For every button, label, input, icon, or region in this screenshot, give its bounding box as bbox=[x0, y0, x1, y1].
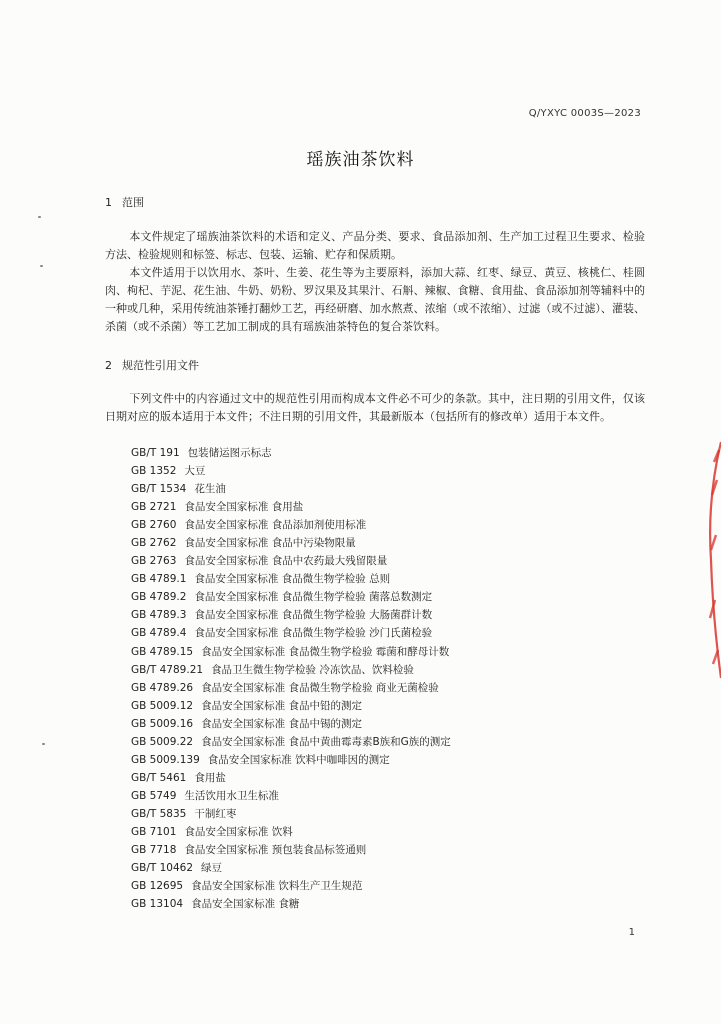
reference-code: GB 4789.26 bbox=[131, 681, 194, 694]
reference-item bbox=[131, 444, 451, 462]
reference-code: GB/T 1534 bbox=[131, 483, 187, 496]
reference-title: 食品安全国家标准 食品微生物学检验 沙门氏菌检验 bbox=[194, 627, 433, 640]
section-heading-normative bbox=[105, 357, 199, 373]
reference-code: GB 5009.12 bbox=[131, 699, 194, 712]
reference-code: GB 5009.16 bbox=[131, 717, 194, 730]
reference-item bbox=[131, 480, 451, 498]
reference-title: 食品安全国家标准 食品微生物学检验 大肠菌群计数 bbox=[194, 609, 433, 622]
reference-item bbox=[131, 624, 451, 642]
reference-title: 食品安全国家标准 食品中锡的测定 bbox=[201, 717, 362, 730]
reference-title: 食品安全国家标准 食品微生物学检验 商业无菌检验 bbox=[201, 681, 439, 694]
reference-item bbox=[131, 787, 451, 805]
scope-text-2: 本文件适用于以饮用水、茶叶、生姜、花生等为主要原料，添加大蒜、红枣、绿豆、黄豆、核桃仁、桂圆肉、枸杞、芋泥、花生油、牛奶、奶粉、罗汉果及其果汁、石斛、辣椒、食糖、食用盐、食品添加剂等辅料中的一种或几种，采用传统油茶锤打翻炒工艺，再经研磨、加水熬煮、浓缩（或不浓缩）、过滤（或不过滤）、灌装、杀菌（或不杀菌）等工艺加工制成的具有瑶族油茶特色的复合茶饮料。 bbox=[105, 266, 645, 333]
reference-title: 大豆 bbox=[184, 465, 206, 478]
reference-item bbox=[131, 715, 451, 733]
reference-title: 食用盐 bbox=[194, 771, 226, 784]
reference-title: 食品安全国家标准 食品微生物学检验 总则 bbox=[194, 573, 391, 586]
section-number: 2 bbox=[105, 359, 112, 372]
section-number: 1 bbox=[105, 196, 112, 209]
reference-code: GB 4789.3 bbox=[131, 609, 187, 622]
reference-item bbox=[131, 661, 451, 679]
reference-item bbox=[131, 697, 451, 715]
reference-title: 食品安全国家标准 食品微生物学检验 菌落总数测定 bbox=[194, 591, 433, 604]
reference-item bbox=[131, 805, 451, 823]
reference-code: GB 12695 bbox=[131, 880, 184, 893]
standard-code: Q/YXYC 0003S—2023 bbox=[528, 108, 641, 119]
scan-speck bbox=[40, 265, 43, 267]
section-title: 范围 bbox=[122, 196, 144, 209]
reference-title: 食品安全国家标准 食品添加剂使用标准 bbox=[184, 519, 367, 532]
reference-item bbox=[131, 588, 451, 606]
reference-code: GB 2763 bbox=[131, 555, 177, 568]
normative-intro-text: 下列文件中的内容通过文中的规范性引用而构成本文件必不可少的条款。其中，注日期的引用文件，仅该日期对应的版本适用于本文件；不注日期的引用文件，其最新版本（包括所有的修改单）适用于本文件。 bbox=[105, 392, 645, 423]
reference-title: 绿豆 bbox=[201, 862, 223, 875]
reference-title: 食品卫生微生物学检验 冷冻饮品、饮料检验 bbox=[211, 663, 414, 676]
reference-item bbox=[131, 877, 451, 895]
reference-item bbox=[131, 823, 451, 841]
reference-title: 生活饮用水卫生标准 bbox=[184, 789, 279, 802]
reference-item bbox=[131, 769, 451, 787]
reference-code: GB/T 5461 bbox=[131, 771, 187, 784]
reference-title: 食品安全国家标准 饮料生产卫生规范 bbox=[191, 880, 363, 893]
reference-code: GB 13104 bbox=[131, 898, 184, 911]
scope-text-1: 本文件规定了瑶族油茶饮料的术语和定义、产品分类、要求、食品添加剂、生产加工过程卫生要求、检验方法、检验规则和标签、标志、包装、运输、贮存和保质期。 bbox=[105, 230, 645, 261]
reference-code: GB 4789.4 bbox=[131, 627, 187, 640]
reference-title: 食品安全国家标准 食品中黄曲霉毒素B族和G族的测定 bbox=[201, 735, 451, 748]
section-heading-scope bbox=[105, 194, 144, 210]
reference-title: 食品安全国家标准 食品中污染物限量 bbox=[184, 537, 356, 550]
page-number: 1 bbox=[628, 927, 635, 938]
reference-code: GB 4789.15 bbox=[131, 645, 194, 658]
reference-code: GB 7101 bbox=[131, 825, 177, 838]
reference-title: 食品安全国家标准 食品中铅的测定 bbox=[201, 699, 362, 712]
reference-item bbox=[131, 679, 451, 697]
reference-title: 食品安全国家标准 食品微生物学检验 霉菌和酵母计数 bbox=[201, 645, 450, 658]
reference-title: 食品安全国家标准 食糖 bbox=[191, 898, 300, 911]
normative-intro bbox=[105, 390, 645, 426]
reference-item bbox=[131, 643, 451, 661]
reference-item bbox=[131, 534, 451, 552]
reference-title: 食品安全国家标准 预包装食品标签通则 bbox=[184, 844, 367, 857]
reference-code: GB 5009.22 bbox=[131, 735, 194, 748]
seal-stamp-edge bbox=[703, 440, 721, 680]
document-title: 瑶族油茶饮料 bbox=[306, 150, 415, 170]
section-title: 规范性引用文件 bbox=[122, 359, 199, 372]
reference-title: 食品安全国家标准 食品中农药最大残留限量 bbox=[184, 555, 388, 568]
reference-list bbox=[131, 444, 451, 913]
scan-speck bbox=[42, 743, 45, 745]
reference-code: GB 4789.2 bbox=[131, 591, 187, 604]
reference-code: GB 4789.1 bbox=[131, 573, 187, 586]
scope-paragraph-2 bbox=[105, 264, 645, 336]
reference-item bbox=[131, 895, 451, 913]
reference-title: 食品安全国家标准 饮料 bbox=[184, 825, 293, 838]
reference-title: 食品安全国家标准 食用盐 bbox=[184, 501, 304, 514]
reference-title: 食品安全国家标准 饮料中咖啡因的测定 bbox=[207, 753, 390, 766]
reference-code: GB/T 191 bbox=[131, 447, 180, 459]
reference-code: GB 2762 bbox=[131, 537, 177, 550]
reference-code: GB/T 5835 bbox=[131, 807, 187, 820]
reference-item bbox=[131, 516, 451, 534]
reference-title: 包装储运图示标志 bbox=[187, 447, 272, 459]
reference-item bbox=[131, 841, 451, 859]
reference-item bbox=[131, 751, 451, 769]
reference-item bbox=[131, 859, 451, 877]
reference-title: 干制红枣 bbox=[194, 807, 237, 820]
reference-code: GB 5749 bbox=[131, 789, 177, 802]
reference-code: GB/T 10462 bbox=[131, 862, 194, 875]
reference-item bbox=[131, 570, 451, 588]
reference-item bbox=[131, 733, 451, 751]
reference-item bbox=[131, 498, 451, 516]
reference-code: GB 2721 bbox=[131, 501, 177, 514]
reference-item bbox=[131, 462, 451, 480]
reference-code: GB 2760 bbox=[131, 519, 177, 532]
reference-code: GB 5009.139 bbox=[131, 753, 200, 766]
reference-code: GB 1352 bbox=[131, 465, 177, 478]
reference-title: 花生油 bbox=[194, 483, 226, 496]
reference-code: GB 7718 bbox=[131, 844, 177, 857]
reference-item bbox=[131, 552, 451, 570]
scope-paragraph-1 bbox=[105, 228, 645, 264]
reference-item bbox=[131, 606, 451, 624]
reference-code: GB/T 4789.21 bbox=[131, 663, 204, 676]
scan-speck bbox=[38, 216, 41, 218]
